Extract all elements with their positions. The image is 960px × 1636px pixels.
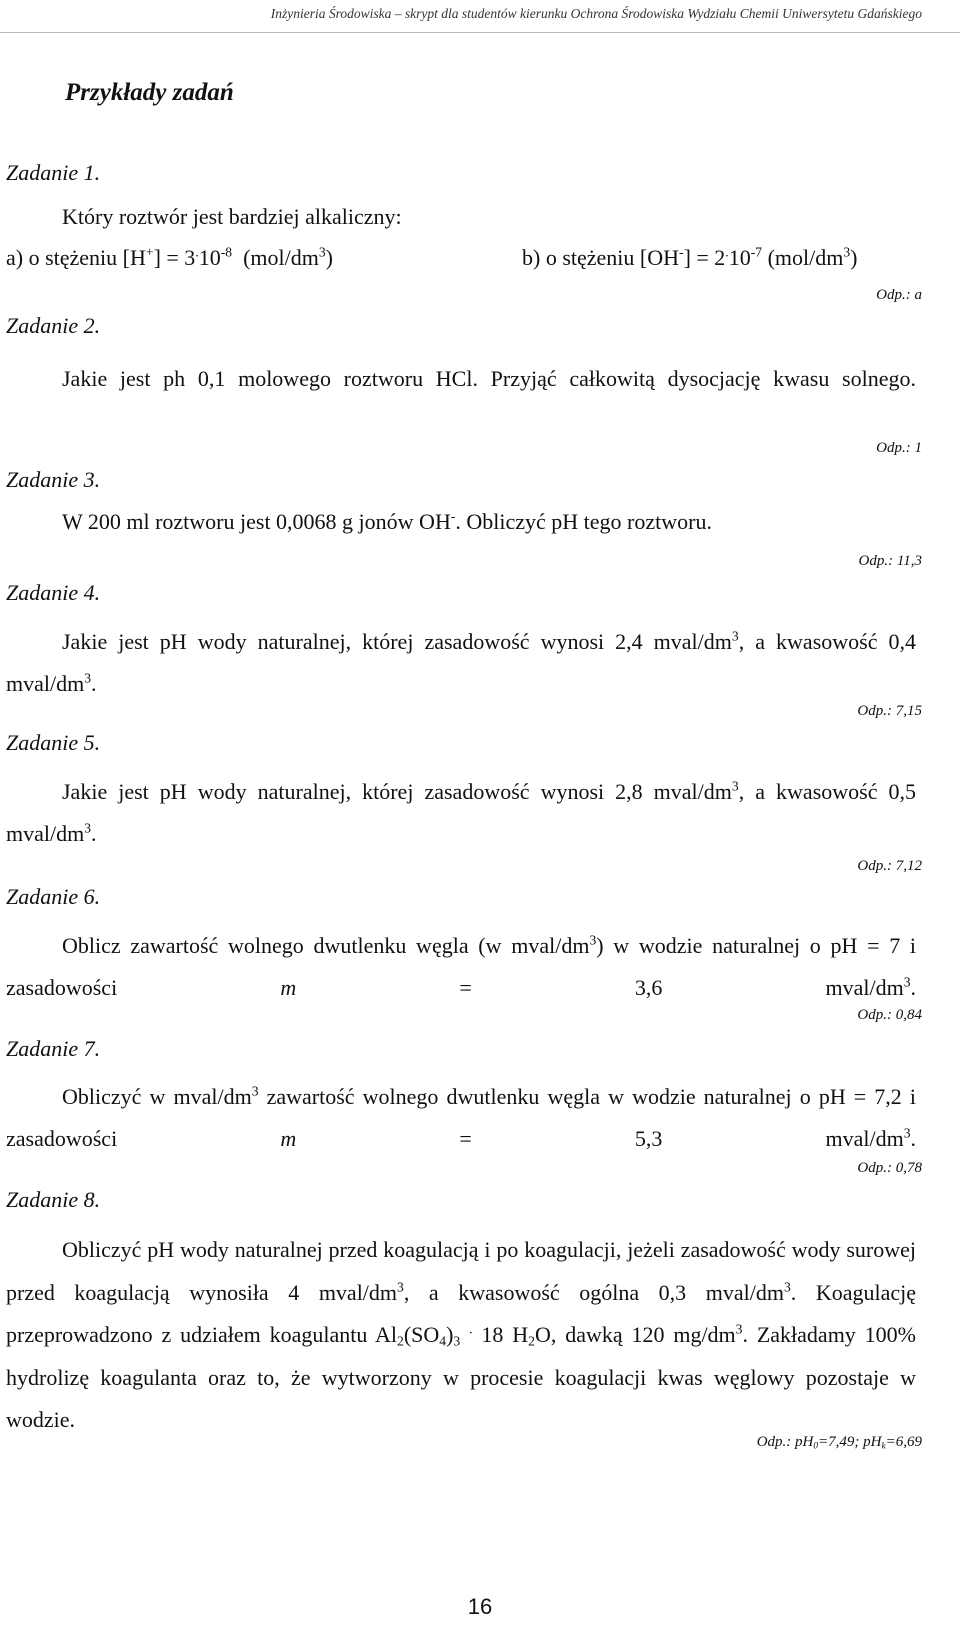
task-6-label: Zadanie 6. — [6, 884, 101, 909]
task-1-option-b: b) o stężeniu $[OH^-] = 2^.10^{-7}$ $(mol/dm^3)$ — [522, 244, 858, 270]
header-rule — [0, 32, 960, 33]
task-4-question: Jakie jest pH wody naturalnej, której zasadowość wynosi 2,4 mval/$dm^3$, a kwasowość 0,4 mval/$dm^3$. — [6, 628, 916, 696]
task-8-label: Zadanie 8. — [6, 1187, 101, 1212]
task-3-question: W 200 ml roztworu jest 0,0068 g jonów OH-. Obliczyć pH tego roztworu. — [62, 508, 712, 534]
task-4-label: Zadanie 4. — [6, 580, 101, 605]
task-6-question: Oblicz zawartość wolnego dwutlenku węgla (w mval/$dm^3$) w wodzie naturalnej o pH = 7 i zasadowości m = 3,6 mval/$dm^3$. — [6, 932, 917, 1000]
task-5-label: Zadanie 5. — [6, 730, 101, 755]
task-2-answer: Odp.: 1 — [876, 440, 922, 456]
task-2-question: Jakie jest ph 0,1 molowego roztworu HCl. Przyjąć całkowitą dysocjację kwasu solnego. — [62, 366, 916, 391]
task-8-question: Obliczyć pH wody naturalnej przed koagulacją i po koagulacji, jeżeli zasadowość wody surowej przed koagulacją wynosiła 4 mval/$dm^3$, a kwasowość ogólna 0,3 mval/$dm^3$. Koagulację przeprowadzono z udziałem koagulantu $Al_2(SO_4)_3$ . 18 $H_2O$, dawką 120 $mg/dm^3$. Zakładamy 100% hydrolizę koagulanta oraz to, że wytworzony w procesie koagulacji kwas węglowy pozostaje w wodzie. — [6, 1237, 916, 1432]
task-3-answer: Odp.: 11,3 — [858, 553, 922, 569]
task-5-question: Jakie jest pH wody naturalnej, której zasadowość wynosi 2,8 mval/$dm^3$, a kwasowość 0,5 mval/$dm^3$. — [6, 778, 916, 846]
task-7-label: Zadanie 7. — [6, 1036, 101, 1061]
task-7-question: Obliczyć w mval/$dm^3$ zawartość wolnego dwutlenku węgla w wodzie naturalnej o pH = 7,2 i zasadowości m = 5,3 mval/$dm^3$. — [6, 1083, 916, 1151]
task-3-label: Zadanie 3. — [6, 467, 101, 492]
task-7-answer: Odp.: 0,78 — [857, 1160, 922, 1176]
section-title: Przykłady zadań — [65, 79, 234, 106]
task-1-question: Który roztwór jest bardziej alkaliczny: — [62, 204, 402, 229]
task-1-option-a: a) o stężeniu $[H^+] = 3^.10^{-8}$ $(mol/dm^3)$ — [6, 244, 333, 270]
task-1-label: Zadanie 1. — [6, 160, 101, 185]
page-number: 16 — [467, 1594, 493, 1619]
task-6-answer: Odp.: 0,84 — [857, 1007, 922, 1023]
running-header: Inżynieria Środowiska – skrypt dla studentów kierunku Ochrona Środowiska Wydziału Chemii Uniwersytetu Gdańskiego — [270, 6, 922, 21]
task-8-answer: Odp.: $pH_0=7,49$; $pH_k=6,69$ — [756, 1434, 922, 1452]
task-2-label: Zadanie 2. — [6, 313, 101, 338]
task-4-answer: Odp.: 7,15 — [857, 703, 922, 719]
task-5-answer: Odp.: 7,12 — [857, 858, 922, 874]
task-1-answer: Odp.: a — [876, 287, 922, 303]
